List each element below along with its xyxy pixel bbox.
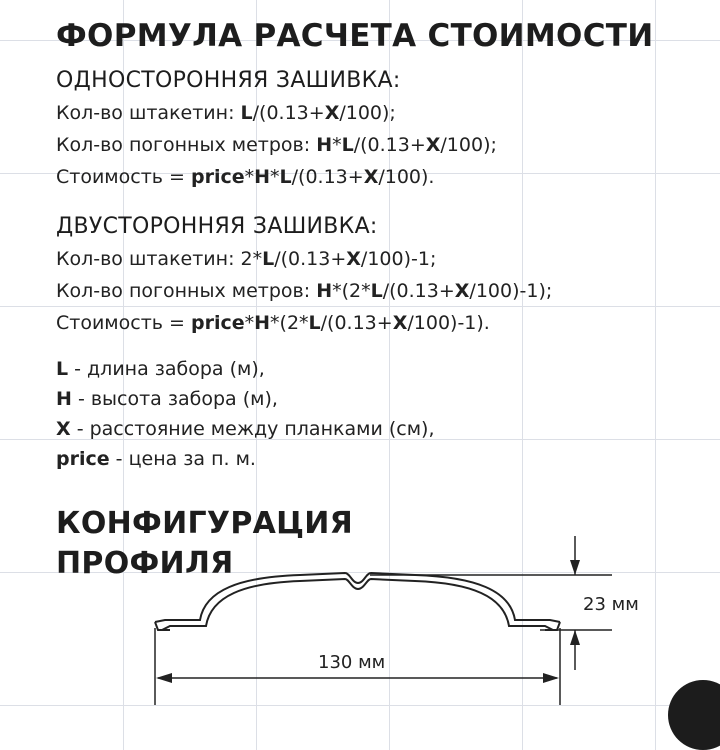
legend-text: - расстояние между планками (см), <box>70 418 435 440</box>
var-l: L <box>341 134 354 156</box>
var-x: X <box>324 102 340 124</box>
page-title: ФОРМУЛА РАСЧЕТА СТОИМОСТИ <box>56 18 654 54</box>
profile-outer-line <box>155 573 560 622</box>
formula-part: * <box>270 166 280 188</box>
formula-part: /(0.13+ <box>291 166 364 188</box>
formula-part: *(2* <box>332 280 371 302</box>
formula-part: /100); <box>440 134 497 156</box>
var-x: X <box>454 280 470 302</box>
width-arrow-left <box>156 673 172 683</box>
formula-part: /(0.13+ <box>252 102 325 124</box>
formula-part: /100). <box>378 166 435 188</box>
var-h: H <box>316 280 333 302</box>
width-label: 130 мм <box>318 652 386 673</box>
var-l: L <box>308 312 321 334</box>
meters-label: Кол-во погонных метров: <box>56 134 317 156</box>
count-label: Кол-во штакетин: <box>56 102 241 124</box>
formula-part: /(0.13+ <box>320 312 393 334</box>
cost-label: Стоимость = <box>56 312 191 334</box>
var-h: H <box>254 312 271 334</box>
legend-symbol: L <box>56 358 69 380</box>
formula-part: /100); <box>339 102 396 124</box>
formula-part: /(0.13+ <box>274 248 347 270</box>
width-arrow-right <box>543 673 559 683</box>
formula-part: *(2* <box>270 312 309 334</box>
two-sided-heading: ДВУСТОРОННЯЯ ЗАШИВКА: <box>56 214 378 239</box>
legend-text: - длина забора (м), <box>68 358 265 380</box>
var-h: H <box>254 166 271 188</box>
formula-part: * <box>332 134 342 156</box>
formula-part: /100)-1; <box>360 248 437 270</box>
height-label: 23 мм <box>583 594 639 615</box>
profile-title-line1: КОНФИГУРАЦИЯ <box>56 506 354 541</box>
one-sided-heading: ОДНОСТОРОННЯЯ ЗАШИВКА: <box>56 68 401 93</box>
var-x: X <box>363 166 379 188</box>
var-price: price <box>190 166 245 188</box>
legend-symbol: X <box>56 418 71 440</box>
var-x: X <box>425 134 441 156</box>
legend-text: - высота забора (м), <box>71 388 278 410</box>
cost-label: Стоимость = <box>56 166 191 188</box>
legend-symbol: H <box>56 388 72 410</box>
var-l: L <box>240 102 253 124</box>
var-l: L <box>262 248 275 270</box>
var-x: X <box>392 312 408 334</box>
var-x: X <box>346 248 361 270</box>
formula-part: /100)-1); <box>469 280 553 302</box>
profile-inner-line <box>162 579 553 630</box>
formula-part: * <box>244 166 255 188</box>
height-arrow-bottom <box>570 630 580 645</box>
height-arrow-top <box>570 560 580 575</box>
legend-text: - цена за п. м. <box>109 448 256 470</box>
var-l: L <box>279 166 292 188</box>
var-l: L <box>370 280 383 302</box>
formula-part: /(0.13+ <box>353 134 426 156</box>
formula-part: /(0.13+ <box>382 280 455 302</box>
var-h: H <box>316 134 333 156</box>
count-label: Кол-во штакетин: 2* <box>56 248 263 270</box>
formula-part: /100)-1). <box>407 312 490 334</box>
var-price: price <box>190 312 245 334</box>
profile-title-line2: ПРОФИЛЯ <box>56 546 234 581</box>
legend-symbol: price <box>56 448 110 470</box>
meters-label: Кол-во погонных метров: <box>56 280 317 302</box>
formula-part: * <box>244 312 255 334</box>
